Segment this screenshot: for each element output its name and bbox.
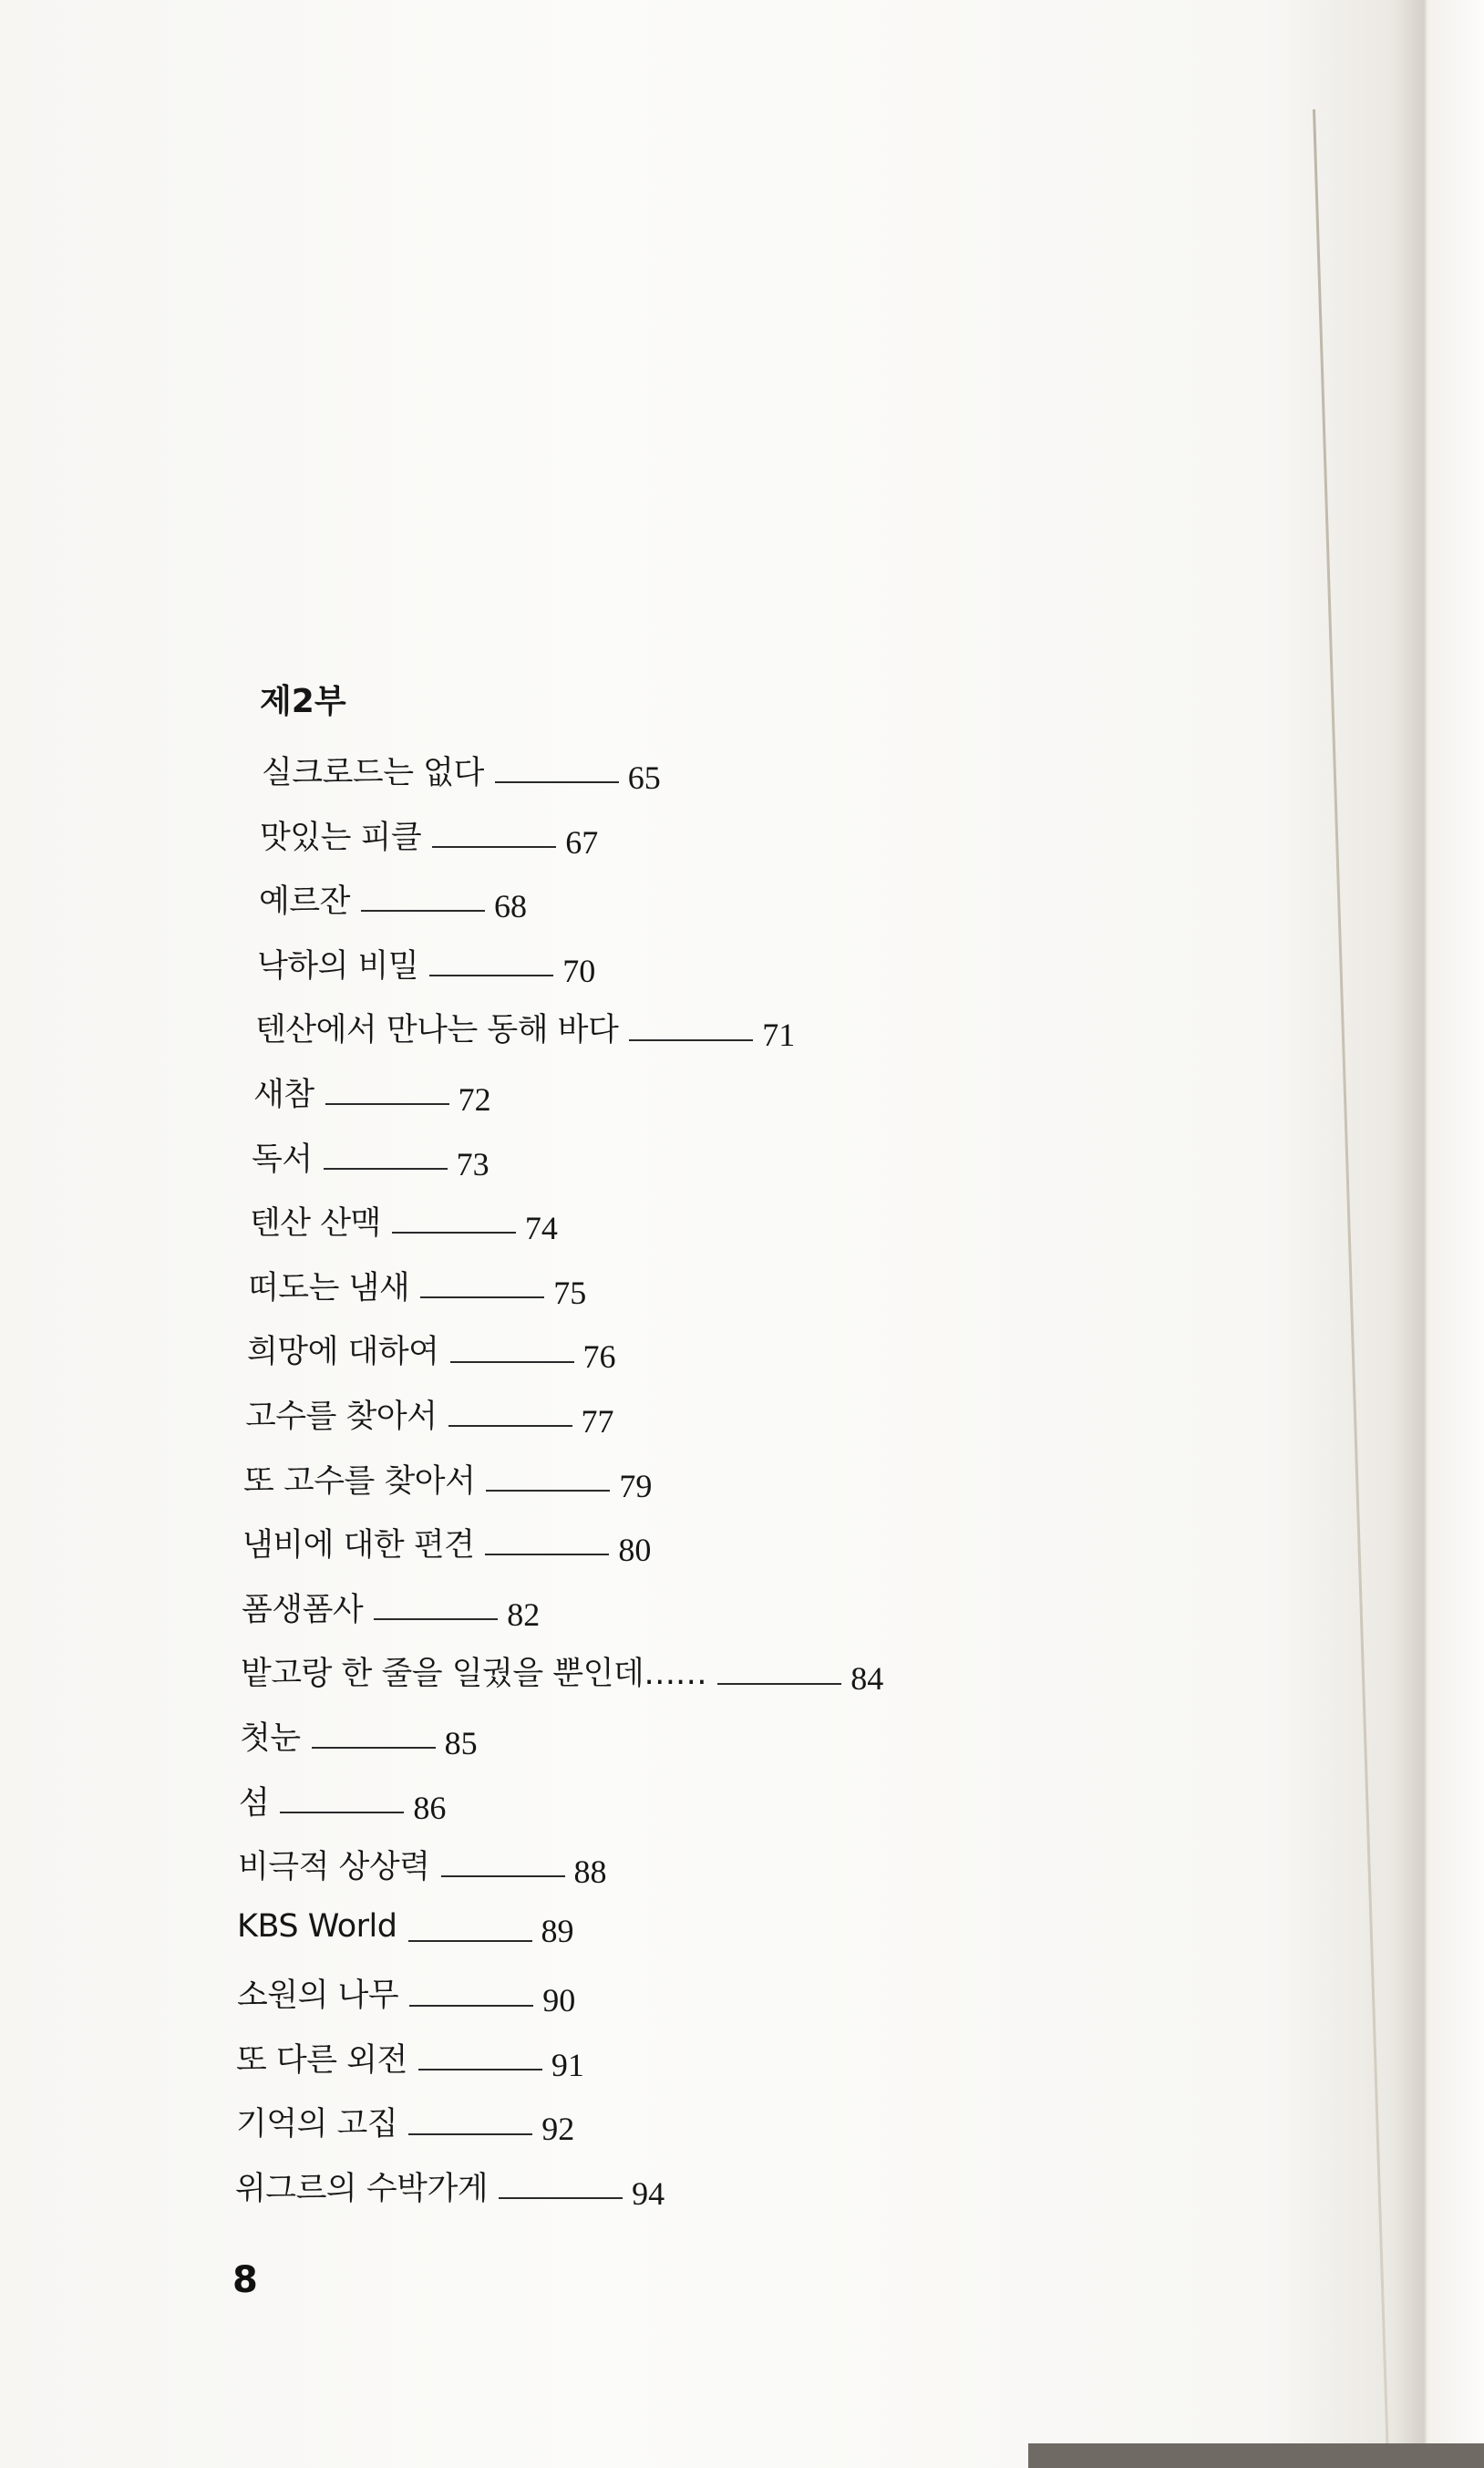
toc-entry-page: 89 xyxy=(541,1912,574,1949)
toc-leader-line xyxy=(429,975,553,976)
toc-entry xyxy=(236,2099,1235,2163)
toc-entry-title: KBS World xyxy=(237,1907,397,1945)
toc-leader-line xyxy=(312,1747,436,1749)
toc-leader-line xyxy=(361,910,485,912)
toc-entry-page: 94 xyxy=(632,2175,665,2213)
toc-leader-line xyxy=(392,1232,516,1234)
toc-entry xyxy=(257,941,1235,1006)
toc-entry xyxy=(259,876,1235,941)
page-number: 8 xyxy=(232,2259,258,2301)
toc-entry-title: 떠도는 냄새 xyxy=(248,1269,410,1306)
toc-entry xyxy=(262,748,1235,812)
toc-entry-page: 75 xyxy=(553,1274,587,1311)
background-strip xyxy=(1028,2443,1484,2468)
toc-leader-line xyxy=(495,781,619,783)
toc-entry xyxy=(250,1198,1235,1263)
toc-leader-line xyxy=(418,2069,542,2070)
toc-entry-title: 또 고수를 찾아서 xyxy=(243,1462,476,1500)
toc-entry-page: 72 xyxy=(458,1080,491,1118)
toc-entry xyxy=(241,1648,1235,1713)
toc-entry-title: 희망에 대하여 xyxy=(247,1334,439,1371)
toc-entry xyxy=(237,1970,1235,2035)
toc-leader-line xyxy=(629,1039,753,1041)
toc-entry-page: 70 xyxy=(562,952,596,989)
toc-leader-line xyxy=(325,1103,449,1105)
toc-leader-line xyxy=(374,1618,498,1620)
toc-entry xyxy=(255,1005,1235,1069)
toc-entry-title: 예르잔 xyxy=(259,883,350,921)
toc-entry-page: 67 xyxy=(565,823,599,861)
toc-leader-line xyxy=(717,1683,841,1685)
toc-entry-title: 위그르의 수박가게 xyxy=(235,2171,489,2208)
toc-entry-page: 80 xyxy=(618,1532,652,1569)
toc-entry-title: 소원의 나무 xyxy=(237,1977,399,2015)
toc-leader-line xyxy=(485,1554,609,1555)
toc-entry-page: 71 xyxy=(762,1017,796,1054)
toc-entry-page: 85 xyxy=(444,1724,478,1761)
toc-leader-line xyxy=(280,1812,404,1813)
toc-entry xyxy=(260,812,1235,877)
toc-entry-title: 새참 xyxy=(253,1076,314,1113)
toc-entry-title: 실크로드는 없다 xyxy=(262,755,484,791)
page-curl-shadow xyxy=(1283,0,1484,2468)
toc-leader-line xyxy=(441,1875,565,1877)
part-title: 제2부 xyxy=(260,683,346,720)
toc-entry xyxy=(252,1134,1235,1199)
toc-entry xyxy=(237,1906,1235,1971)
toc-leader-line xyxy=(448,1425,572,1427)
toc-entry-page: 68 xyxy=(493,888,527,925)
toc-leader-line xyxy=(324,1168,448,1170)
toc-entry xyxy=(239,1778,1235,1843)
toc-leader-line xyxy=(486,1490,610,1492)
toc-entry-title: 폼생폼사 xyxy=(242,1591,364,1628)
toc-entry xyxy=(242,1520,1235,1585)
toc-leader-line xyxy=(450,1361,574,1363)
toc-entry xyxy=(247,1327,1235,1391)
toc-entry xyxy=(245,1391,1235,1456)
toc-entry-page: 74 xyxy=(524,1210,558,1247)
toc-entry-title: 밭고랑 한 줄을 일궜을 뿐인데…… xyxy=(241,1656,707,1693)
toc-leader-line xyxy=(408,2133,532,2135)
toc-leader-line xyxy=(420,1296,544,1298)
table-of-contents xyxy=(232,675,1235,2228)
toc-entry-title: 냄비에 대한 편견 xyxy=(242,1527,475,1564)
toc-entry-title: 텐산에서 만나는 동해 바다 xyxy=(255,1012,619,1049)
toc-entry-title: 텐산 산맥 xyxy=(250,1205,381,1243)
toc-entry-title: 기억의 고집 xyxy=(236,2106,398,2143)
toc-entry-title: 비극적 상상력 xyxy=(238,1849,430,1886)
toc-entry xyxy=(243,1456,1235,1521)
toc-entry xyxy=(248,1263,1235,1327)
toc-entry-page: 91 xyxy=(551,2046,584,2083)
toc-entry-page: 65 xyxy=(627,759,661,796)
toc-entry-title: 또 다른 외전 xyxy=(236,2041,407,2079)
toc-entry-page: 84 xyxy=(850,1660,884,1698)
toc-entry-page: 79 xyxy=(619,1467,653,1504)
toc-entry-title: 낙하의 비밀 xyxy=(257,947,419,985)
toc-entry xyxy=(238,1842,1235,1906)
toc-entry-title: 맛있는 피클 xyxy=(260,819,422,856)
toc-entry-page: 92 xyxy=(541,2111,575,2148)
toc-leader-line xyxy=(409,2005,533,2007)
toc-entry xyxy=(253,1069,1235,1134)
toc-entry-title: 첫눈 xyxy=(240,1719,301,1757)
toc-entry-title: 고수를 찾아서 xyxy=(245,1398,438,1435)
toc-entry xyxy=(242,1585,1235,1649)
toc-leader-line xyxy=(432,846,556,848)
toc-entry-page: 77 xyxy=(581,1402,614,1440)
toc-entry-page: 86 xyxy=(413,1789,447,1826)
toc-leader-line xyxy=(408,1940,532,1942)
toc-entry-title: 독서 xyxy=(252,1141,313,1178)
toc-entry-page: 88 xyxy=(573,1854,607,1891)
toc-entry xyxy=(240,1713,1235,1778)
toc-entry-title: 섬 xyxy=(239,1784,270,1822)
toc-entry xyxy=(235,2163,1235,2228)
toc-entry-page: 90 xyxy=(542,1982,576,2019)
toc-entry-page: 73 xyxy=(456,1145,490,1182)
toc-leader-line xyxy=(499,2197,623,2199)
toc-entry-page: 76 xyxy=(582,1338,616,1376)
toc-entry xyxy=(236,2035,1235,2100)
toc-entry-page: 82 xyxy=(507,1595,541,1633)
